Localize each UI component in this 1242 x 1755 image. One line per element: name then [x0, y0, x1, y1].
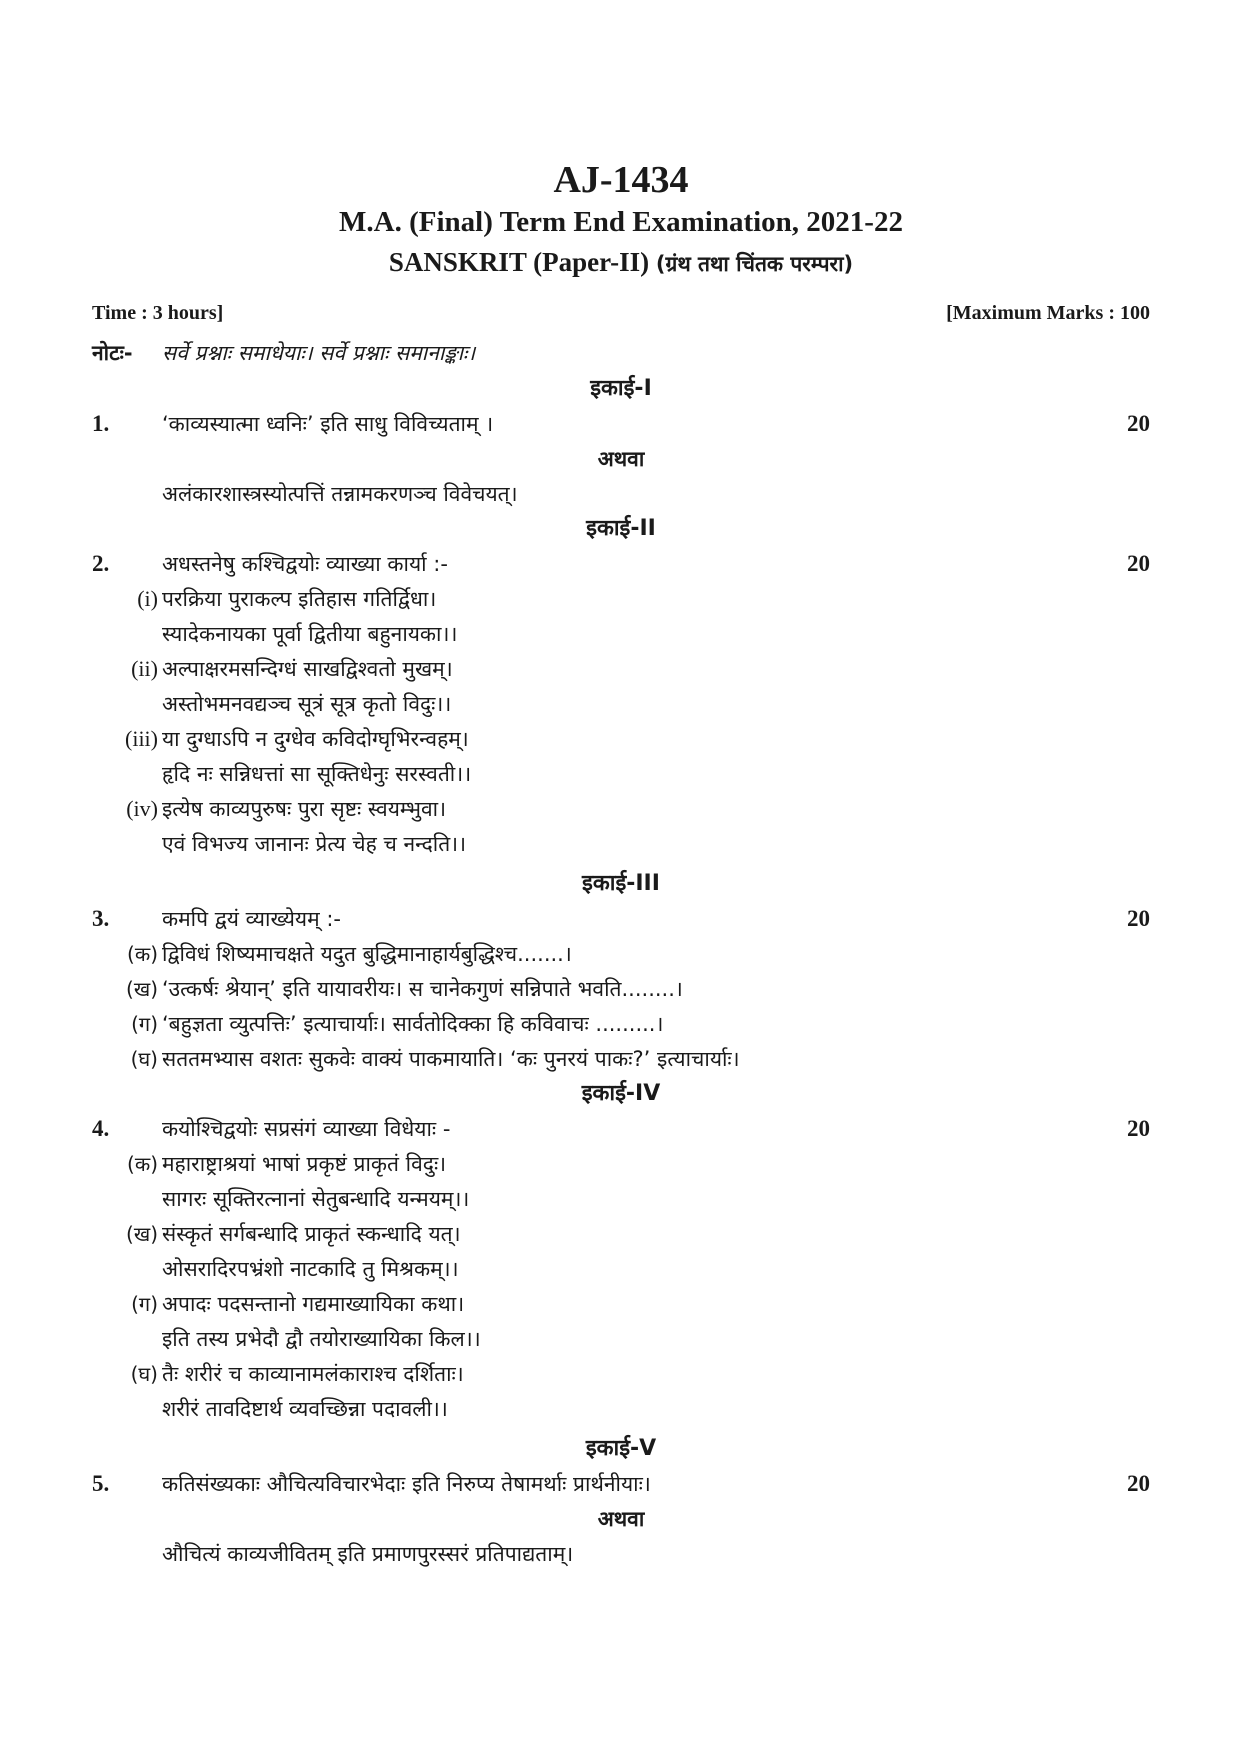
note-label: नोटः-	[92, 341, 133, 365]
verse-line: एवं विभज्य जानानः प्रेत्य चेह च नन्दति।।	[162, 832, 467, 856]
question-5-alternative	[0, 1538, 1242, 1570]
sub-question-continuation	[0, 688, 1242, 720]
sub-question-label: (घ)	[130, 1047, 158, 1071]
sub-question-label: (ग)	[131, 1012, 158, 1036]
verse-line: इत्येष काव्यपुरुषः पुरा सृष्टः स्वयम्भुवा।	[162, 797, 447, 821]
question-text: कमपि द्वयं व्याख्येयम् :-	[162, 907, 341, 931]
question-number: 1.	[92, 411, 110, 436]
sub-question-label: (ख)	[126, 977, 158, 1001]
question-text: औचित्यं काव्यजीवितम् इति प्रमाणपुरस्सरं प्रतिपाद्यताम्।	[162, 1542, 574, 1566]
sub-question-continuation	[0, 1393, 1242, 1425]
unit-heading-5: इकाई-V	[585, 1436, 657, 1461]
sub-question	[0, 1043, 1242, 1075]
subject-name: SANSKRIT (Paper-II)	[388, 247, 650, 277]
sub-question-label: (घ)	[130, 1362, 158, 1386]
sub-question-label: (ख)	[126, 1222, 158, 1246]
question-number: 3.	[92, 906, 110, 931]
verse-line: शरीरं तावदिष्टार्थ व्यवच्छिन्ना पदावली।।	[162, 1397, 448, 1421]
question-marks: 20	[1127, 906, 1150, 931]
sub-question	[0, 723, 1242, 755]
verse-line: अस्तोभमनवद्यञ्च सूत्रं सूत्र कृतो विदुः।।	[162, 692, 452, 716]
time-allowed: Time : 3 hours]	[92, 302, 224, 324]
question-3	[0, 903, 1242, 935]
unit-heading-4: इकाई-IV	[581, 1081, 661, 1106]
unit-heading-1: इकाई-I	[590, 376, 652, 401]
question-number: 2.	[92, 551, 110, 576]
sub-question-label: (iv)	[126, 796, 158, 821]
subject-hindi: (ग्रंथ तथा चिंतक परम्परा)	[655, 252, 854, 276]
sub-question	[0, 653, 1242, 685]
verse-line: सागरः सूक्तिरत्नानां सेतुबन्धादि यन्मयम्।।	[162, 1187, 470, 1211]
verse-line: परक्रिया पुराकल्प इतिहास गतिर्द्विधा।	[162, 587, 437, 611]
verse-line: महाराष्ट्राश्रयां भाषां प्रकृष्टं प्राकृतं विदुः।	[162, 1152, 447, 1176]
unit-heading-3: इकाई-III	[582, 871, 660, 896]
verse-line: स्यादेकनायका पूर्वा द्वितीया बहुनायका।।	[162, 622, 458, 646]
sub-question-label: (ग)	[131, 1292, 158, 1316]
question-4	[0, 1113, 1242, 1145]
verse-line: हृदि नः सन्निधत्तां सा सूक्तिधेनुः सरस्वती।।	[162, 762, 472, 786]
exam-title: M.A. (Final) Term End Examination, 2021-22	[339, 206, 903, 238]
subject-title	[0, 247, 1242, 278]
sub-question	[0, 1288, 1242, 1320]
sub-question-continuation	[0, 1183, 1242, 1215]
verse-line: संस्कृतं सर्गबन्धादि प्राकृतं स्कन्धादि यत्।	[162, 1222, 461, 1246]
question-1	[0, 408, 1242, 440]
verse-line: तैः शरीरं च काव्यानामलंकाराश्च दर्शिताः।	[162, 1362, 464, 1386]
sub-question	[0, 583, 1242, 615]
verse-line: अल्पाक्षरमसन्दिग्धं साखद्विश्वतो मुखम्।	[162, 657, 453, 681]
passage-line: द्विविधं शिष्यमाचक्षते यदुत बुद्धिमानाहार्यबुद्धिश्च.......।	[162, 942, 572, 966]
verse-line: इति तस्य प्रभेदौ द्वौ तयोराख्यायिका किल।।	[162, 1327, 481, 1351]
question-number: 5.	[92, 1471, 110, 1496]
question-number: 4.	[92, 1116, 110, 1141]
passage-line: सततमभ्यास वशतः सुकवेः वाक्यं पाकमायाति। ‘कः पुनरयं पाकः?’ इत्याचार्याः।	[162, 1047, 740, 1071]
sub-question-continuation	[0, 1323, 1242, 1355]
question-1-alternative	[0, 478, 1242, 510]
sub-question-label: (iii)	[125, 726, 158, 751]
question-text: ‘काव्यस्यात्मा ध्वनिः’ इति साधु विविच्यताम् ।	[162, 412, 494, 436]
sub-question-continuation	[0, 828, 1242, 860]
question-marks: 20	[1127, 551, 1150, 576]
verse-line: अपादः पदसन्तानो गद्यमाख्यायिका कथा।	[162, 1292, 465, 1316]
sub-question-continuation	[0, 1253, 1242, 1285]
unit-heading-2: इकाई-II	[586, 516, 656, 541]
sub-question-label: (ii)	[131, 656, 158, 681]
sub-question	[0, 938, 1242, 970]
verse-line: या दुग्धाऽपि न दुग्धेव कविदोग्घृभिरन्वहम्।	[162, 727, 469, 751]
or-divider-1: अथवा	[597, 447, 645, 471]
question-5	[0, 1468, 1242, 1500]
sub-question	[0, 1358, 1242, 1390]
sub-question	[0, 1008, 1242, 1040]
verse-line: ओसरादिरपभ्रंशो नाटकादि तु मिश्रकम्।।	[162, 1257, 459, 1281]
passage-line: ‘बहुज्ञता व्युत्पत्तिः’ इत्याचार्याः। सार्वतोदिक्का हि कविवाचः .........।	[162, 1012, 664, 1036]
sub-question	[0, 1218, 1242, 1250]
note-text: सर्वे प्रश्नाः समाधेयाः। सर्वे प्रश्नाः समानाङ्काः।	[162, 341, 476, 365]
question-marks: 20	[1127, 1471, 1150, 1496]
maximum-marks: [Maximum Marks : 100	[946, 302, 1150, 324]
question-marks: 20	[1127, 411, 1150, 436]
question-text: अलंकारशास्त्रस्योत्पत्तिं तन्नामकरणञ्च विवेचयत्।	[162, 482, 518, 506]
sub-question-label: (क)	[127, 1152, 158, 1176]
question-text: कतिसंख्यकाः औचित्यविचारभेदाः इति निरुप्य तेषामर्थाः प्रार्थनीयाः।	[162, 1472, 651, 1496]
sub-question-continuation	[0, 618, 1242, 650]
sub-question-label: (i)	[137, 586, 158, 611]
question-text: अधस्तनेषु कश्चिद्वयोः व्याख्या कार्या :-	[162, 552, 448, 576]
question-2	[0, 548, 1242, 580]
sub-question-continuation	[0, 758, 1242, 790]
paper-code: AJ-1434	[553, 159, 689, 201]
sub-question-label: (क)	[127, 942, 158, 966]
note-line	[0, 337, 1242, 369]
question-marks: 20	[1127, 1116, 1150, 1141]
passage-line: ‘उत्कर्षः श्रेयान्’ इति यायावरीयः। स चानेकगुणं सन्निपाते भवति........।	[162, 977, 683, 1001]
or-divider-5: अथवा	[597, 1507, 645, 1531]
question-text: कयोश्चिद्वयोः सप्रसंगं व्याख्या विधेयाः -	[162, 1117, 451, 1141]
sub-question	[0, 1148, 1242, 1180]
sub-question	[0, 973, 1242, 1005]
sub-question	[0, 793, 1242, 825]
